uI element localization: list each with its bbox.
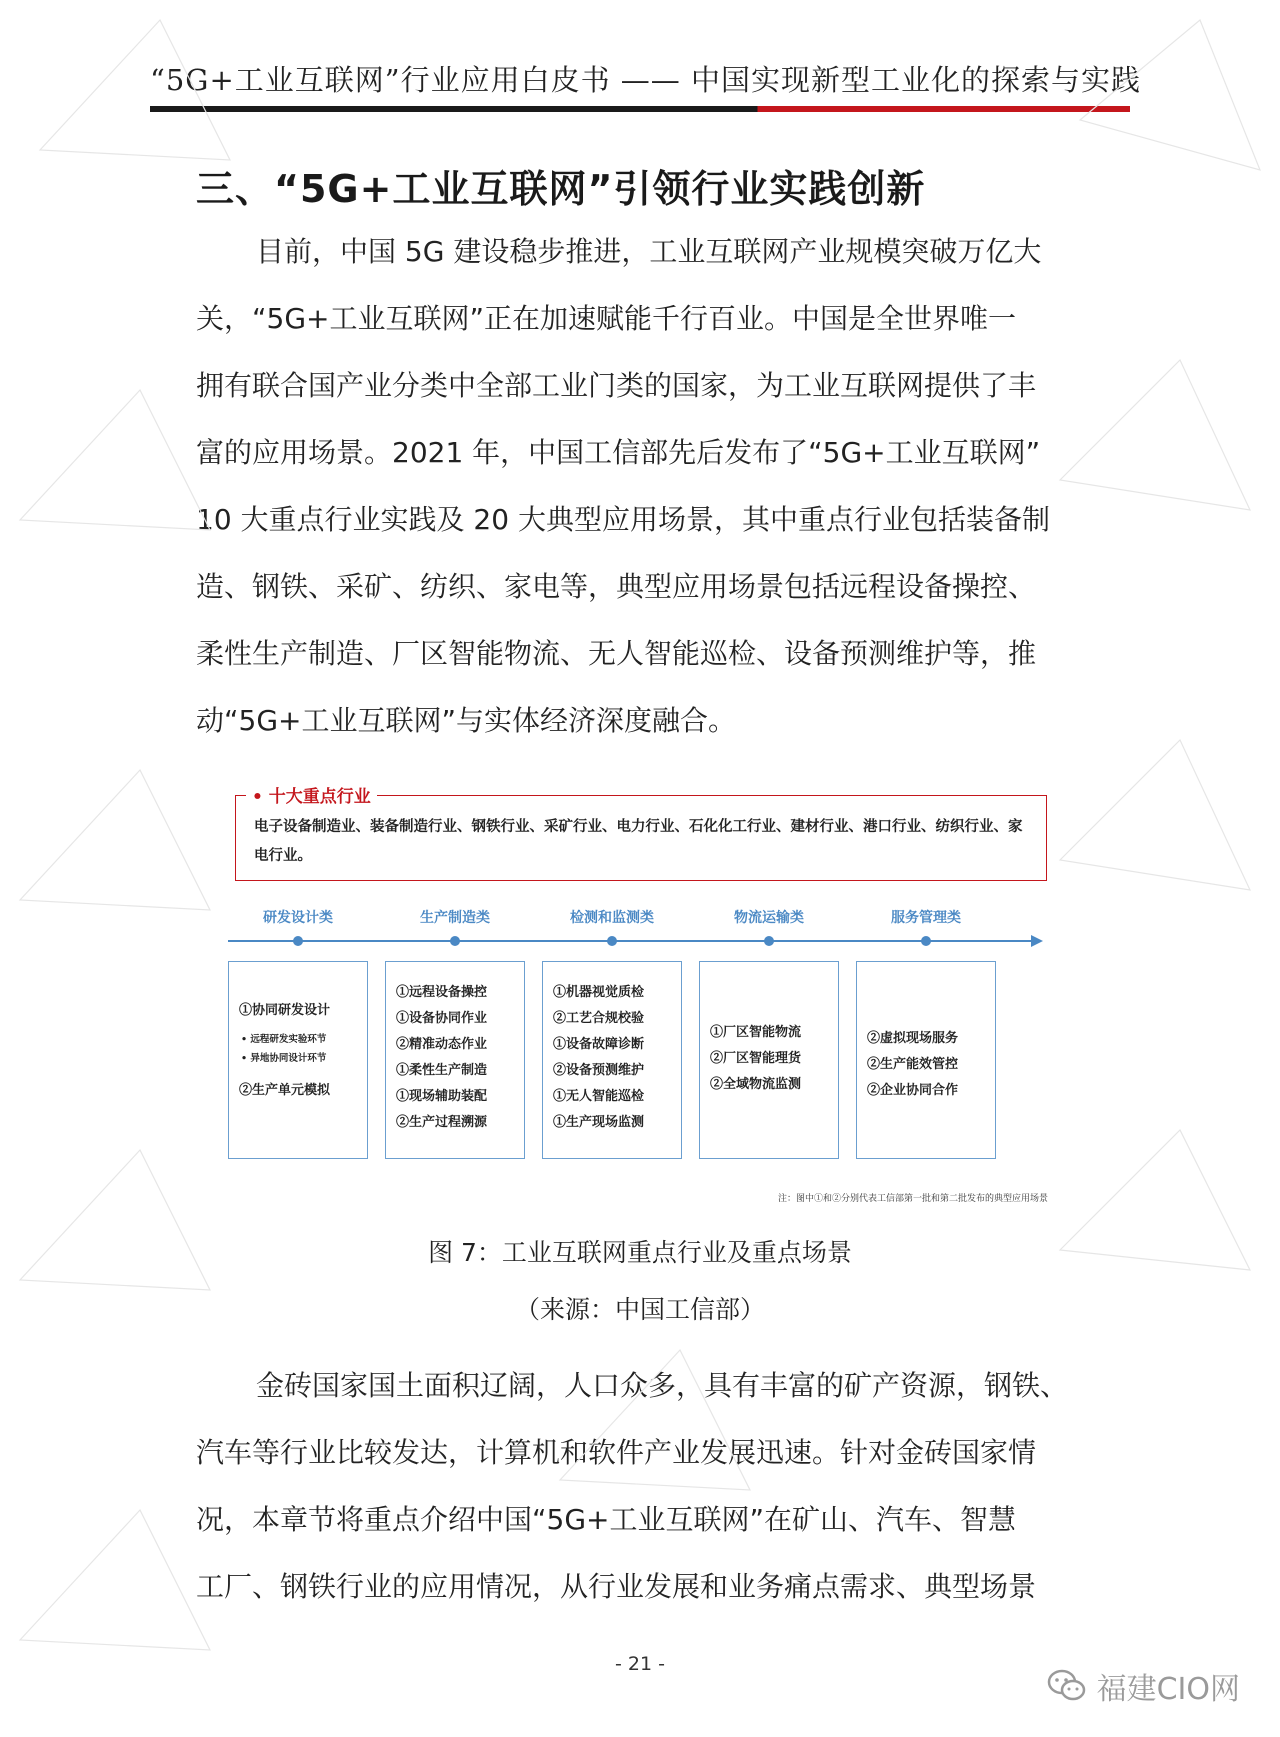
scenario-item: ①生产现场监测	[553, 1115, 645, 1130]
figure-source: （来源：中国工信部）	[514, 1295, 765, 1324]
brand-name: 福建CIO网	[1096, 1672, 1240, 1707]
paragraph-line: 柔性生产制造、厂区智能物流、无人智能巡检、设备预测维护等，推	[196, 637, 1037, 670]
paragraph-line: 工厂、钢铁行业的应用情况，从行业发展和业务痛点需求、典型场景	[196, 1570, 1037, 1603]
figure-industry-scenarios	[228, 783, 1058, 1204]
timeline-dot	[607, 936, 617, 946]
scenario-item: ②设备预测维护	[553, 1063, 645, 1078]
scenario-item: ①无人智能巡检	[553, 1089, 645, 1104]
scenario-item: ②虚拟现场服务	[867, 1031, 959, 1046]
paragraph-line: 富的应用场景。2021 年，中国工信部先后发布了“5G+工业互联网”	[196, 436, 1041, 469]
timeline-arrow-icon	[1031, 935, 1043, 947]
paragraph-line: 10 大重点行业实践及 20 大典型应用场景，其中重点行业包括装备制	[196, 503, 1050, 536]
timeline-dot	[921, 936, 931, 946]
category-label-logistics: 物流运输类	[734, 910, 804, 926]
scenario-item: ①协同研发设计	[239, 1003, 331, 1018]
scenario-item: ①机器视觉质检	[553, 985, 645, 1000]
category-label-production: 生产制造类	[420, 910, 490, 926]
paragraph-line: 造、钢铁、采矿、纺织、家电等，典型应用场景包括远程设备操控、	[196, 570, 1037, 603]
paragraph-line: 目前，中国 5G 建设稳步推进，工业互联网产业规模突破万亿大	[256, 235, 1042, 268]
category-label-rd: 研发设计类	[263, 910, 333, 926]
scenario-item: ①远程设备操控	[396, 985, 488, 1000]
paragraph-line: 拥有联合国产业分类中全部工业门类的国家，为工业互联网提供了丰	[196, 369, 1037, 402]
category-box-rd	[228, 961, 368, 1159]
scenario-item: ②工艺合规校验	[553, 1011, 645, 1026]
scenario-item: ①设备故障诊断	[553, 1037, 645, 1052]
category-label-inspection: 检测和监测类	[570, 910, 654, 926]
brand-watermark	[1047, 1664, 1240, 1708]
paragraph-line: 动“5G+工业互联网”与实体经济深度融合。	[196, 704, 736, 737]
scenario-item: ①现场辅助装配	[396, 1089, 488, 1104]
category-box-production	[385, 961, 525, 1159]
scenario-subitem: • 远程研发实验环节	[241, 1034, 327, 1045]
scenario-subitem: • 异地协同设计环节	[241, 1053, 327, 1064]
timeline-dot	[450, 936, 460, 946]
key-industries-text: 电子设备制造业、装备制造行业、钢铁行业、采矿行业、电力行业、石化化工行业、建材行业、港口行业、纺织行业、家电行业。	[254, 818, 1023, 864]
figure-caption: 图 7：工业互联网重点行业及重点场景	[428, 1238, 852, 1267]
scenario-item: ②生产过程溯源	[396, 1115, 488, 1130]
scenario-item: ②全域物流监测	[710, 1077, 802, 1092]
running-header-title: “5G+工业互联网”行业应用白皮书 —— 中国实现新型工业化的探索与实践	[150, 63, 1142, 97]
timeline-dot	[764, 936, 774, 946]
scenario-item: ①柔性生产制造	[396, 1063, 488, 1078]
header-rule	[150, 106, 1130, 112]
paragraph-line: 况，本章节将重点介绍中国“5G+工业互联网”在矿山、汽车、智慧	[196, 1503, 1016, 1536]
paragraph-line: 关，“5G+工业互联网”正在加速赋能千行百业。中国是全世界唯一	[196, 302, 1016, 335]
scenario-item: ②生产能效管控	[867, 1057, 959, 1072]
scenario-item: ②企业协同合作	[867, 1083, 959, 1098]
paragraph-intro	[196, 218, 1088, 754]
timeline-axis	[228, 940, 1033, 942]
scenario-item: ②生产单元模拟	[239, 1083, 331, 1098]
scenario-item: ①设备协同作业	[396, 1011, 488, 1026]
category-label-service: 服务管理类	[891, 910, 961, 926]
paragraph-line: 金砖国家国土面积辽阔，人口众多，具有丰富的矿产资源，钢铁、	[256, 1369, 1069, 1402]
paragraph-brics	[196, 1352, 1088, 1620]
category-box-service	[856, 961, 996, 1159]
scenario-item: ②精准动态作业	[396, 1037, 488, 1052]
category-box-inspection	[542, 961, 682, 1159]
key-industries-title: • 十大重点行业	[246, 782, 377, 807]
figure-note: 注：图中①和②分别代表工信部第一批和第二批发布的典型应用场景	[777, 1194, 1048, 1204]
scenario-item: ②厂区智能理货	[710, 1051, 802, 1066]
section-heading: 三、“5G+工业互联网”引领行业实践创新	[196, 167, 926, 211]
page-number: - 21 -	[615, 1653, 665, 1675]
timeline-dot	[293, 936, 303, 946]
wechat-icon	[1047, 1669, 1087, 1703]
key-industries-box	[235, 787, 1047, 881]
scenario-item: ①厂区智能物流	[710, 1025, 802, 1040]
paragraph-line: 汽车等行业比较发达，计算机和软件产业发展迅速。针对金砖国家情	[196, 1436, 1037, 1469]
category-box-logistics	[699, 961, 839, 1159]
